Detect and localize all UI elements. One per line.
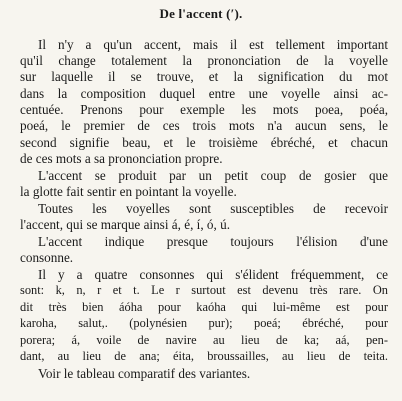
- text-line: sur laquelle il se trouve, et la signification du mot: [20, 69, 388, 84]
- text-line: de ces mots a sa prononciation propre.: [20, 151, 223, 166]
- text-line: qu'il change totalement la prononciation de la voyelle: [20, 53, 388, 68]
- text-line: Il n'y a qu'un accent, mais il est tellement important: [38, 37, 388, 52]
- text-line: Il y a quatre consonnes qui s'élident fréquemment, ce: [38, 267, 388, 282]
- section-title: De l'accent (′).: [159, 6, 243, 21]
- text-line: l'accent, qui se marque ainsi á, é, í, ó, ú.: [20, 217, 231, 232]
- text-line: L'accent indique presque toujours l'élision d'une: [38, 234, 388, 249]
- text-line: consonne.: [20, 250, 74, 265]
- text-line: poeá, le premier de ces trois mots n'a aucun sens, le: [20, 118, 388, 133]
- text-line: Toutes les voyelles sont susceptibles de recevoir: [38, 201, 388, 216]
- text-line: karoha, salut,. (polynésien pur); poeá; ébréché, pour: [20, 316, 388, 330]
- text-line: dant, au lieu de ana; éita, broussailles, au lieu de teita.: [20, 349, 388, 363]
- text-line: L'accent se produit par un petit coup de gosier que: [38, 168, 388, 183]
- text-line: second signifie beau, et le troisième ébréché, et chacun: [20, 135, 388, 150]
- text-line: la glotte fait sentir en pointant la voyelle.: [20, 184, 237, 199]
- text-line: Voir le tableau comparatif des variantes.: [38, 366, 251, 381]
- text-line: sont: k, n, r et t. Le r surtout est devenu très rare. On: [20, 283, 388, 297]
- text-line: dans la composition duquel entre une voyelle ainsi ac-: [20, 86, 388, 101]
- text-line: centuée. Prenons pour exemple les mots poea, poéa,: [20, 102, 388, 117]
- text-line: dit très bien áóha pour kaóha qui lui-même est pour: [20, 300, 388, 314]
- text-line: porera; á, voile de navire au lieu de ka; aá, pen-: [20, 333, 388, 347]
